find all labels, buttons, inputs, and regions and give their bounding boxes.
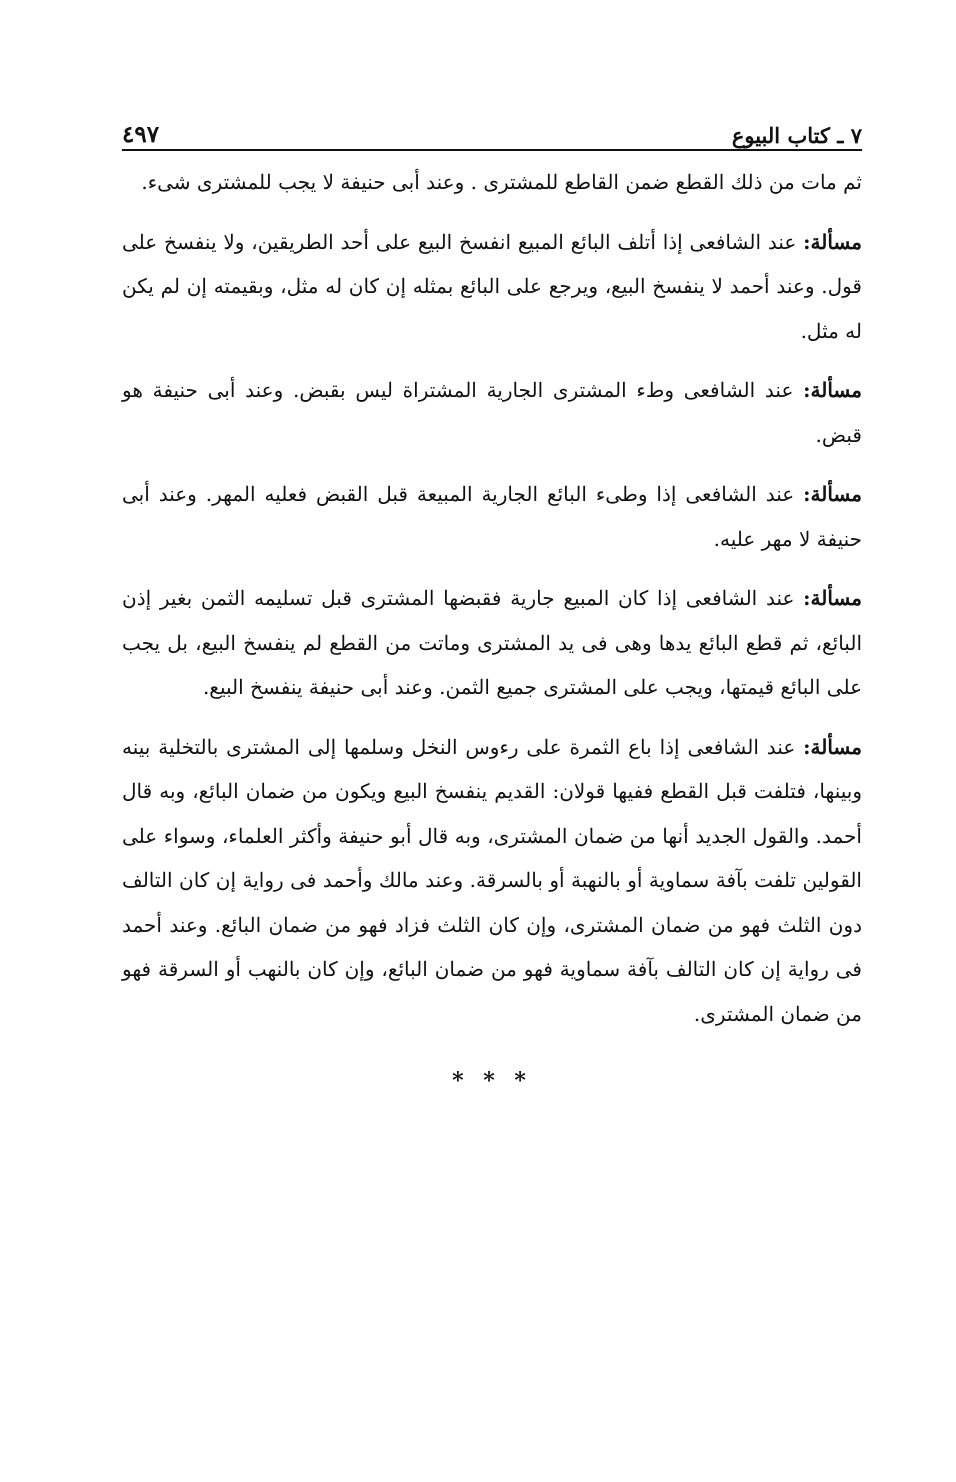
paragraph-text: ثم مات من ذلك القطع ضمن القاطع للمشترى . وعند أبى حنيفة لا يجب للمشترى شىء.	[141, 170, 862, 194]
paragraph-text: عند الشافعى وطء المشترى الجارية المشتراة ليس بقبض. وعند أبى حنيفة هو قبض.	[122, 378, 862, 447]
running-header	[122, 114, 862, 148]
paragraph-term: مسألة:	[803, 482, 862, 506]
paragraph-term: مسألة:	[803, 378, 862, 402]
header-rule	[122, 149, 862, 151]
paragraph-term: مسألة:	[803, 586, 862, 610]
page-number: ٤٩٧	[122, 121, 160, 148]
paragraph-term: مسألة:	[803, 734, 862, 759]
paragraph-masala	[122, 576, 862, 710]
paragraph-text: عند الشافعى إذا كان المبيع جارية فقبضها المشترى قبل تسليمه الثمن بغير إذن البائع، ثم قطع البائع يدها وهى فى يد المشترى وماتت من القطع لم ينفسخ البيع، بل يجب على البائع قيمتها، ويجب على المشترى جميع الثمن. وعند أبى حنيفة ينفسخ البيع.	[122, 586, 862, 699]
section-end-ornament: * * *	[452, 1068, 532, 1094]
body-text	[122, 160, 862, 1051]
paragraph-masala	[122, 725, 862, 1037]
paragraph-term: مسألة:	[803, 229, 862, 254]
paragraph-text: عند الشافعى إذا أتلف البائع المبيع انفسخ البيع على أحد الطريقين، ولا ينفسخ على قول. وعند أحمد لا ينفسخ البيع، ويرجع على البائع بمثله إن كان له مثل، وبقيمته إن لم يكن له مثل.	[122, 229, 862, 343]
paragraph-masala	[122, 472, 862, 561]
paragraph-masala	[122, 368, 862, 457]
paragraph-continuation	[122, 160, 862, 205]
paragraph-text: عند الشافعى إذا وطىء البائع الجارية المبيعة قبل القبض فعليه المهر. وعند أبى حنيفة لا مهر عليه.	[122, 482, 862, 551]
paragraph-masala	[122, 220, 862, 354]
paragraph-text: عند الشافعى إذا باع الثمرة على رءوس النخل وسلمها إلى المشترى بالتخلية بينه وبينها، فتلفت قبل القطع ففيها قولان: القديم ينفسخ البيع ويكون من ضمان البائع، وبه قال أحمد. والقول الجديد أنها من ضمان المشترى، وبه قال أبو حنيفة وأكثر العلماء، وسواء على القولين تلفت بآفة سماوية أو بالنهبة أو بالسرقة. وعند مالك وأحمد فى رواية إن كان التالف دون الثلث فهو من ضمان المشترى، وإن كان الثلث فزاد فهو من ضمان البائع. وعند أحمد فى رواية إن كان التالف بآفة سماوية فهو من ضمان البائع، وإن كان بالنهب أو السرقة فهو من ضمان المشترى.	[122, 734, 862, 1026]
chapter-title: ٧ ـ كتاب البيوع	[731, 123, 862, 148]
